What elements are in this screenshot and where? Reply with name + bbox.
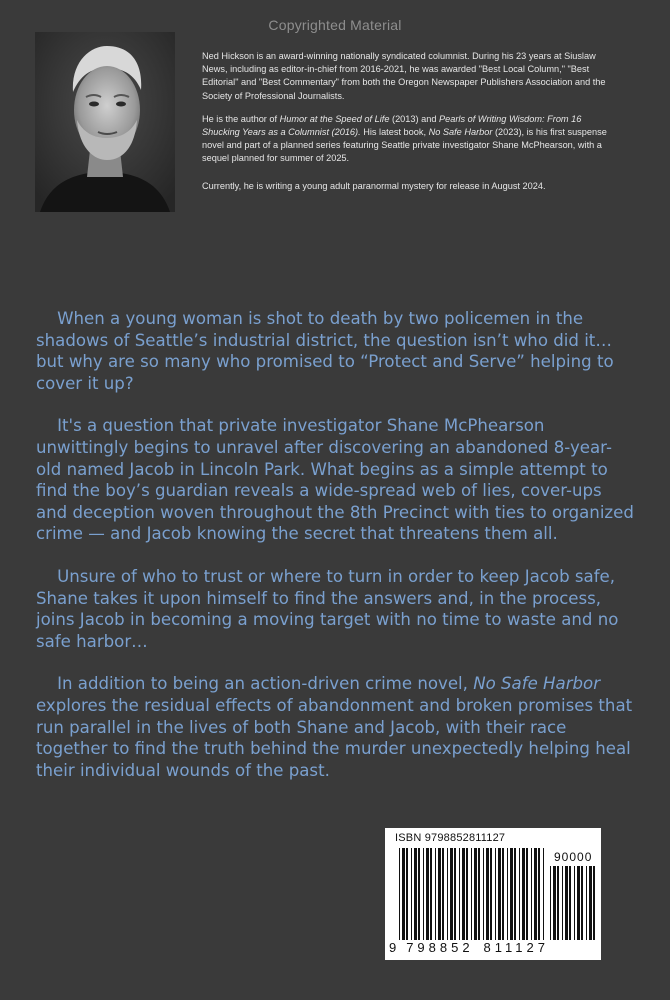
barcode-bar: [406, 848, 408, 940]
barcode-bar: [430, 848, 432, 940]
barcode-bar: [478, 848, 480, 940]
barcode-bar: [462, 848, 465, 940]
synopsis-paragraph: [36, 673, 636, 781]
barcode-bar: [531, 848, 532, 940]
isbn-digit-group: 798852: [406, 940, 474, 955]
isbn-label: ISBN 9798852811127: [395, 832, 506, 844]
barcode-bar: [438, 848, 441, 940]
synopsis-paragraph: [36, 308, 636, 394]
barcode-bar: [519, 848, 520, 940]
barcode-bar: [557, 866, 559, 940]
barcode-bar: [574, 866, 575, 940]
synopsis-paragraph: [36, 566, 636, 652]
barcode-bar: [435, 848, 436, 940]
copyright-watermark: Copyrighted Material: [268, 17, 402, 33]
barcode-bar: [442, 848, 444, 940]
barcode-bar: [418, 848, 420, 940]
barcode-bar: [474, 848, 477, 940]
barcode-bar: [550, 866, 551, 940]
barcode-bar: [538, 848, 540, 940]
barcode-bar: [502, 848, 504, 940]
barcode-bar: [565, 866, 568, 940]
barcode-bar: [459, 848, 460, 940]
bio-text: (2023), is his first suspense novel and part of a planned series featuring Seattle private investigator Shane McPhearson, with a sequel planned for summer of 2025.: [202, 127, 607, 164]
barcode-bar: [454, 848, 456, 940]
synopsis-paragraph: [36, 415, 636, 545]
book-synopsis: [36, 308, 636, 802]
synopsis-text: Unsure of who to trust or where to turn in order to keep Jacob safe, Shane takes it upon himself to find the answers and, in the process, joins Jacob in becoming a moving target with no time to waste and no safe harbor…: [36, 566, 619, 651]
barcode-bar: [450, 848, 453, 940]
author-portrait-image: [35, 32, 175, 212]
barcode-bar: [577, 866, 580, 940]
barcode-bar: [402, 848, 405, 940]
price-code: 90000: [554, 850, 593, 864]
isbn-digits: [389, 940, 597, 955]
barcode-bar: [562, 866, 563, 940]
synopsis-text: explores the residual effects of abandonment and broken promises that run parallel in the lives of both Shane and Jacob, with their race together to find the truth behind the murder unexpectedly helping heal their individual wounds of the past.: [36, 695, 633, 780]
book-title: Humor at the Speed of Life: [279, 113, 390, 124]
barcode-bar: [399, 848, 400, 940]
barcode-bar: [447, 848, 448, 940]
bio-text: Currently, he is writing a young adult paranormal mystery for release in August 2024.: [202, 180, 546, 191]
barcode-bar: [507, 848, 508, 940]
author-bio: [202, 50, 617, 203]
barcode-bar: [498, 848, 501, 940]
barcode-bar: [593, 866, 595, 940]
barcode-bar: [471, 848, 472, 940]
author-photo: [35, 32, 175, 212]
barcode-bar: [423, 848, 424, 940]
synopsis-text: When a young woman is shot to death by two policemen in the shadows of Seattle’s industrial district, the question isn’t who did it… but why are so many who promised to “Protect and Serve” helping to cover it up?: [36, 309, 614, 393]
bio-text: Ned Hickson is an award-winning nationally syndicated columnist. During his 23 years at Siuslaw News, including as editor-in-chief from 2016-2021, he was awarded "Best Local Column," "Best Editorial" and "Best Commentary" from both the Oregon Newspaper Publishers Association and the Society of Professional Journalists.: [202, 51, 606, 101]
isbn-barcode: [385, 828, 601, 960]
barcode-bar: [495, 848, 496, 940]
barcode-bar: [522, 848, 525, 940]
barcode-bar: [514, 848, 516, 940]
barcode-bar: [483, 848, 484, 940]
barcode-bar: [581, 866, 583, 940]
barcode-bar: [543, 848, 544, 940]
synopsis-text: It's a question that private investigator Shane McPhearson unwittingly begins to unravel after discovering an abandoned 8-year-old named Jacob in Lincoln Park. What begins as a simple attempt to find the boy’s guardian reveals a wide-spread web of lies, cover-ups and deception woven throughout the 8th Precinct with ties to organized crime — and Jacob knowing the secret that threatens them all.: [36, 416, 634, 544]
barcode-bar: [553, 866, 556, 940]
isbn-digit-group: 811127: [483, 940, 549, 955]
barcode-bar: [569, 866, 571, 940]
bio-text: He is the author of: [202, 113, 280, 124]
book-title: No Safe Harbor: [428, 127, 493, 138]
barcode-bar: [526, 848, 528, 940]
bio-paragraph: [202, 113, 617, 166]
bio-paragraph: [202, 180, 617, 193]
book-title: No Safe Harbor: [473, 674, 601, 694]
barcode-bar: [426, 848, 429, 940]
barcode-bar: [466, 848, 468, 940]
bio-text: (2013) and: [389, 113, 439, 124]
isbn-digit-first: 9: [389, 940, 397, 955]
barcode-bar: [510, 848, 513, 940]
barcode-bar: [586, 866, 587, 940]
barcode-bar: [490, 848, 492, 940]
bio-paragraph: [202, 50, 617, 103]
bio-text: His latest book,: [360, 127, 429, 138]
barcode-bar: [486, 848, 489, 940]
barcode-bar: [414, 848, 417, 940]
book-title: Pearls of Writing Wisdom: From 16 Shucking Years as a Columnist (2016).: [202, 113, 582, 138]
synopsis-text: In addition to being an action-driven crime novel,: [57, 674, 474, 694]
barcode-bar: [534, 848, 537, 940]
barcode-bar: [589, 866, 592, 940]
barcode-bar: [411, 848, 412, 940]
